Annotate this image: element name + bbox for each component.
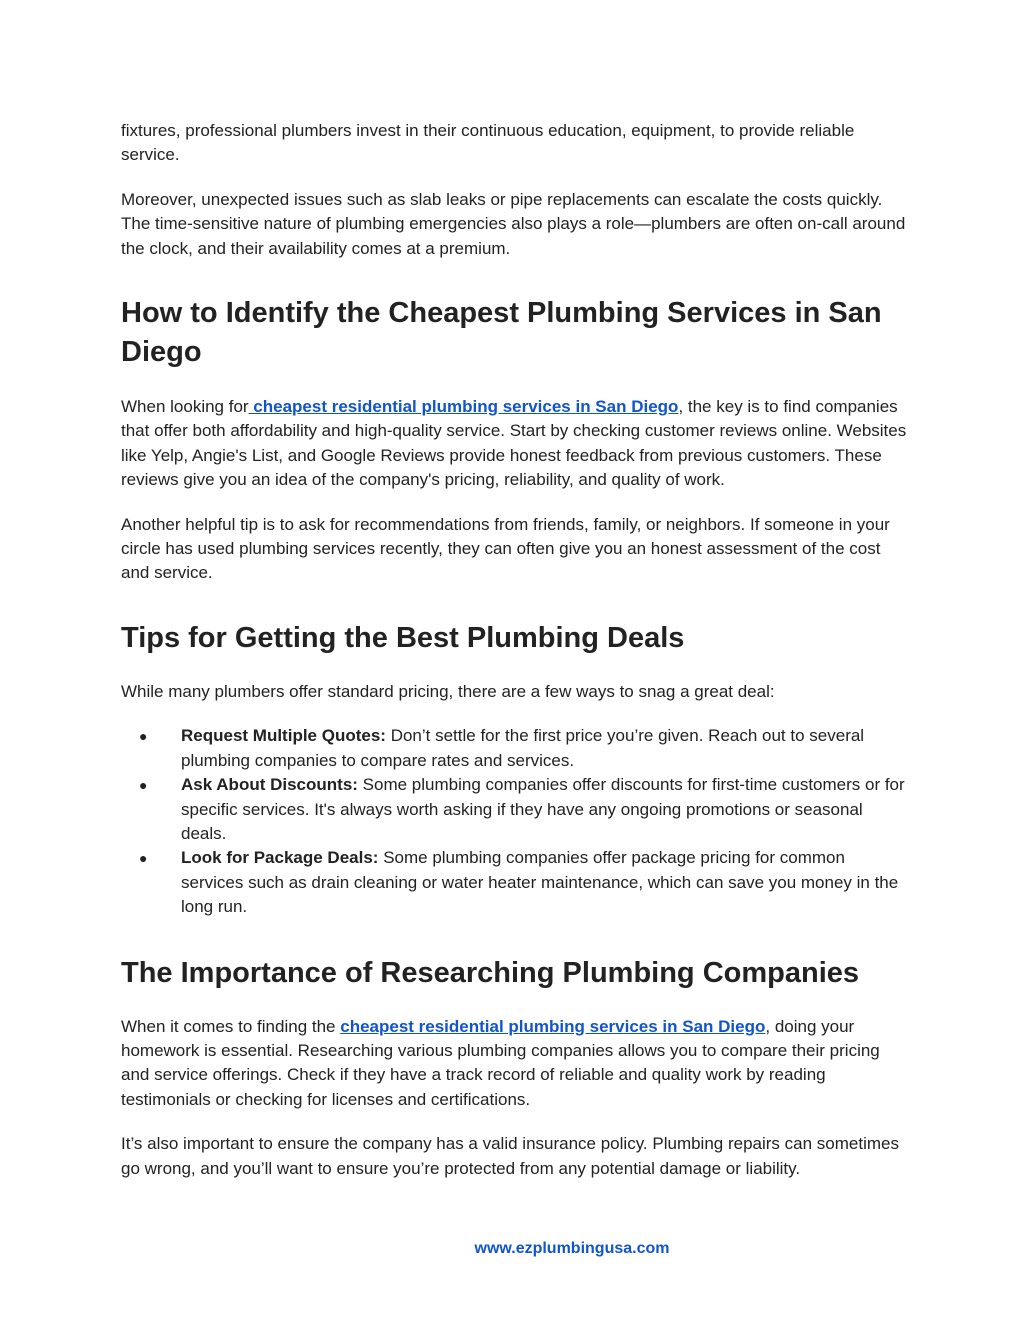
text-segment: When looking for <box>121 397 249 417</box>
text-segment: , doing your homework is essential. Researching various plumbing companies allows you to compare their pricing and service offerings. Check if they have a track record of reliable and quality work by reading testimonials or checking for licenses and certifications. <box>121 1016 880 1109</box>
tip-title: Ask About Discounts: <box>181 775 358 795</box>
heading-importance-researching: The Importance of Researching Plumbing Companies <box>121 956 860 989</box>
cheapest-plumbing-link-1[interactable]: cheapest residential plumbing services in San Diego <box>248 397 679 417</box>
tip-text: Some plumbing companies offer discounts for first-time customers or for specific services. It's always worth asking if they have any ongoing promotions or seasonal deals. <box>181 775 905 843</box>
list-item <box>121 846 911 919</box>
tip-text: Some plumbing companies offer package pricing for common services such as drain cleaning or water heater maintenance, which can save you money in the long run. <box>181 848 899 917</box>
paragraph-recommendations: Another helpful tip is to ask for recommendations from friends, family, or neighbors. If someone in your circle has used plumbing services recently, they can often give you an honest assessment of the cost and service. <box>121 514 890 583</box>
footer-website-link[interactable]: www.ezplumbingusa.com <box>474 1240 670 1257</box>
bullet-icon: ● <box>139 777 148 794</box>
cheapest-plumbing-link-2[interactable]: cheapest residential plumbing services in San Diego <box>340 1016 766 1036</box>
list-item <box>121 773 911 846</box>
tip-title: Look for Package Deals: <box>181 848 379 868</box>
paragraph-when-looking <box>121 395 911 493</box>
paragraph-tips-intro: While many plumbers offer standard pricing, there are a few ways to snag a great deal: <box>121 681 775 701</box>
list-item <box>121 724 911 773</box>
tip-text: Don’t settle for the first price you’re given. Reach out to several plumbing companies to compare rates and services. <box>181 726 865 770</box>
paragraph-unexpected-issues: Moreover, unexpected issues such as slab leaks or pipe replacements can escalate the costs quickly. The time-sensitive nature of plumbing emergencies also plays a role—plumbers are often on-call around the clock, and their availability comes at a premium. <box>121 189 906 258</box>
tips-list <box>121 724 911 919</box>
bullet-icon: ● <box>139 728 148 745</box>
text-segment: When it comes to finding the <box>121 1016 341 1036</box>
paragraph-finding-cheapest <box>121 1015 911 1113</box>
bullet-icon: ● <box>139 850 148 867</box>
paragraph-insurance: It’s also important to ensure the company has a valid insurance policy. Plumbing repairs can sometimes go wrong, and you’ll want to ensure you’re protected from any potential damage or liability. <box>121 1134 899 1178</box>
text-segment: , the key is to find companies that offer both affordability and high-quality service. Start by checking customer reviews online. Websites like Yelp, Angie's List, and Google Reviews provide honest feedback from previous customers. These reviews give you an idea of the company's pricing, reliability, and quality of work. <box>121 397 907 490</box>
tip-title: Request Multiple Quotes: <box>181 726 386 746</box>
paragraph-fixtures: fixtures, professional plumbers invest in their continuous education, equipment, to provide reliable service. <box>121 121 855 165</box>
heading-identify-cheapest: How to Identify the Cheapest Plumbing Services in San Diego <box>121 297 882 369</box>
heading-tips-best-deals: Tips for Getting the Best Plumbing Deals <box>121 621 685 654</box>
document-body <box>121 119 911 1181</box>
